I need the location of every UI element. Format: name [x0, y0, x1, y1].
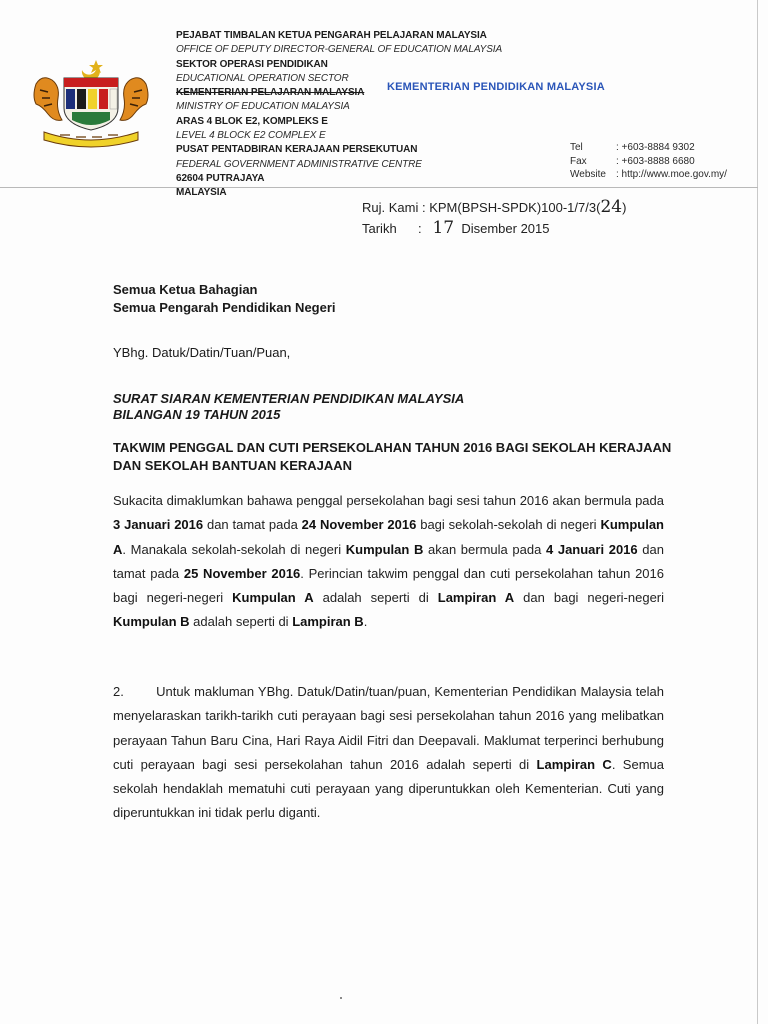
- admin-centre-en: FEDERAL GOVERNMENT ADMINISTRATIVE CENTRE: [176, 158, 422, 170]
- old-ministry-name: KEMENTERIAN PELAJARAN MALAYSIA: [176, 87, 365, 99]
- tel-value: : +603-8884 9302: [616, 142, 695, 153]
- circular-heading: [113, 391, 464, 423]
- fax-label: Fax: [570, 155, 587, 167]
- admin-centre-ms: PUSAT PENTADBIRAN KERAJAAN PERSEKUTUAN: [176, 144, 418, 156]
- salutation: YBhg. Datuk/Datin/Tuan/Puan,: [113, 345, 291, 360]
- postcode-city: 62604 PUTRAJAYA: [176, 172, 265, 184]
- date-label: Tarikh: [362, 221, 397, 236]
- ref-label: Ruj. Kami :: [362, 200, 426, 215]
- ref-close: ): [622, 200, 627, 215]
- contact-block: [570, 141, 727, 182]
- ref-handwritten-number: 24: [600, 197, 623, 217]
- circular-title: SURAT SIARAN KEMENTERIAN PENDIDIKAN MALAYSIA: [113, 391, 465, 406]
- date-handwritten-day: 17: [432, 218, 455, 238]
- coat-of-arms-icon: [30, 56, 152, 148]
- subject-title: TAKWIM PENGGAL DAN CUTI PERSEKOLAHAN TAHUN 2016 BAGI SEKOLAH KERAJAAN DAN SEKOLAH BANTUAN KERAJAAN: [113, 440, 672, 473]
- office-name-en: OFFICE OF DEPUTY DIRECTOR-GENERAL OF EDUCATION MALAYSIA: [176, 44, 503, 56]
- date-separator: :: [418, 221, 422, 236]
- country: MALAYSIA: [176, 187, 227, 199]
- sector-name-en: EDUCATIONAL OPERATION SECTOR: [176, 72, 349, 84]
- recipient-line: Semua Ketua Bahagian: [113, 282, 258, 297]
- date-value: Disember 2015: [461, 221, 550, 236]
- paragraph-number: 2.: [113, 684, 124, 699]
- scan-speck: [340, 997, 342, 999]
- ref-value: KPM(BPSH-SPDK)100-1/7/3(: [429, 200, 601, 215]
- recipient-line: Semua Pengarah Pendidikan Negeri: [113, 300, 336, 315]
- office-name-ms: PEJABAT TIMBALAN KETUA PENGARAH PELAJARAN MALAYSIA: [176, 30, 487, 41]
- address-ms: ARAS 4 BLOK E2, KOMPLEKS E: [176, 115, 328, 127]
- ministry-name-en: MINISTRY OF EDUCATION MALAYSIA: [176, 101, 350, 113]
- tel-label: Tel: [570, 142, 583, 153]
- paragraph-2: 2. Untuk makluman YBhg. Datuk/Datin/tuan/puan, Kementerian Pendidikan Malaysia telah menyelaraskan tarikh-tarikh cuti perayaan bagi sesi persekolahan tahun 2016 yang melibatkan perayaan Tahun Baru Cina, Hari Raya Aidil Fitri dan Deepavali. Maklumat terperinci berhubung cuti perayaan bagi sesi persekolahan tahun 2016 adalah seperti di Lampiran C. Semua sekolah hendaklah mematuhi cuti perayaan yang diperuntukkan oleh Kementerian. Cuti yang diperuntukkan ini tidak perlu diganti.: [113, 684, 665, 821]
- website-value: : http://www.moe.gov.my/: [616, 169, 727, 180]
- letterhead-address: [176, 29, 546, 201]
- ministry-title: KEMENTERIAN PENDIDIKAN MALAYSIA: [387, 81, 605, 93]
- recipients: [113, 281, 336, 317]
- website-label: Website: [570, 169, 606, 180]
- reference-block: [362, 197, 626, 239]
- sector-name-ms: SEKTOR OPERASI PENDIDIKAN: [176, 58, 328, 70]
- fax-value: : +603-8888 6680: [616, 155, 695, 167]
- address-en: LEVEL 4 BLOCK E2 COMPLEX E: [176, 130, 326, 142]
- paragraph-1: Sukacita dimaklumkan bahawa penggal persekolahan bagi sesi tahun 2016 akan bermula pada 3 Januari 2016 dan tamat pada 24 November 2016 bagi sekolah-sekolah di negeri Kumpulan A. Manakala sekolah-sekolah di negeri Kumpulan B akan bermula pada 4 Januari 2016 dan tamat pada 25 November 2016. Perincian takwim penggal dan cuti persekolahan tahun 2016 bagi negeri-negeri Kumpulan A adalah seperti di Lampiran A dan bagi negeri-negeri Kumpulan B adalah seperti di Lampiran B.: [113, 493, 665, 630]
- circular-number: BILANGAN 19 TAHUN 2015: [113, 407, 281, 422]
- page-edge: [757, 0, 758, 1024]
